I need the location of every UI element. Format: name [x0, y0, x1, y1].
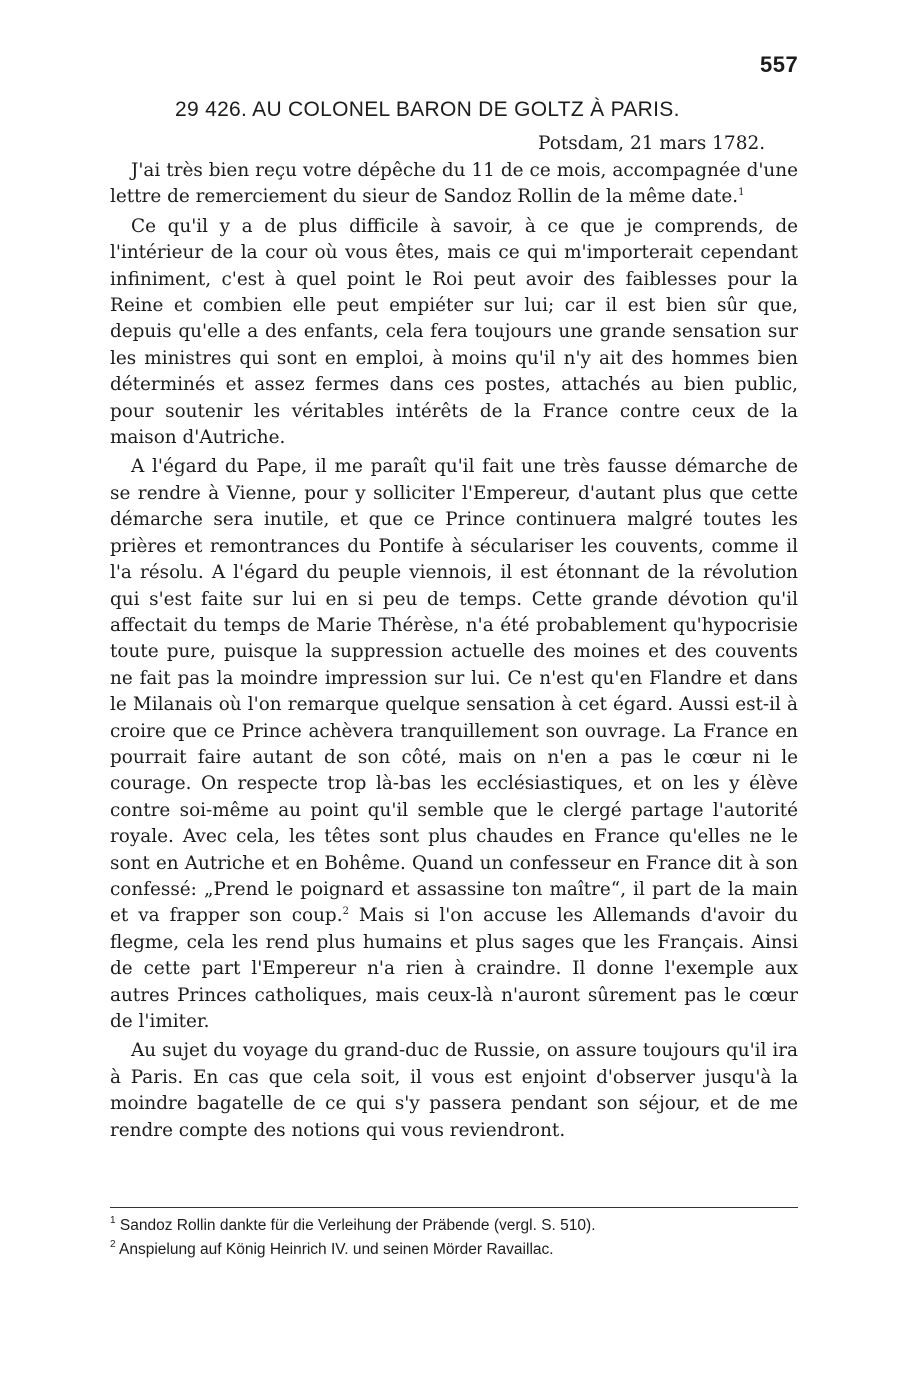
letter-heading: 29 426. AU COLONEL BARON DE GOLTZ À PARIS. [175, 98, 680, 121]
paragraph: J'ai très bien reçu votre dépêche du 11 de ce mois, accompagnée d'une lettre de remerciement du sieur de Sandoz Rollin de la même date.$^1$ [110, 160, 798, 208]
paragraph: Ce qu'il y a de plus difficile à savoir, à ce que je comprends, de l'intérieur de la cour où vous êtes, mais ce qui m'importerait cependant infiniment, c'est à quel point le Roi peut avoir des faiblesses pour la Reine et combien elle peut empiéter sur lui; car il est bien sûr que, depuis qu'elle a des enfants, cela fera toujours une grande sensation sur les ministres qui sont en emploi, à moins qu'il n'y ait des hommes bien déterminés et assez fermes dans ces postes, attachés au bien public, pour soutenir les véritables intérêts de la France contre ceux de la maison d'Autriche. [110, 215, 798, 449]
footnote-mark: 2 [110, 1239, 116, 1250]
letter-body [110, 158, 798, 1144]
footnote-ref: 1 [738, 187, 745, 199]
dateline: Potsdam, 21 mars 1782. [538, 133, 766, 154]
footnotes [110, 1214, 798, 1262]
footnote-divider [110, 1207, 798, 1208]
paragraph: Au sujet du voyage du grand-duc de Russie, on assure toujours qu'il ira à Paris. En cas que cela soit, il vous est enjoint d'observer jusqu'à la moindre bagatelle de ce qui s'y passera pendant son séjour, et de me rendre compte des notions qui vous reviendront. [110, 1040, 798, 1141]
footnote: $^1$ Sandoz Rollin dankte für die Verleihung der Präbende (vergl. S. 510). [110, 1215, 596, 1234]
footnote-mark: 1 [110, 1215, 116, 1226]
footnote: $^2$ Anspielung auf König Heinrich IV. und seinen Mörder Ravaillac. [110, 1239, 554, 1258]
footnote-ref: 2 [342, 906, 349, 918]
page-number: 557 [760, 52, 799, 77]
paragraph: A l'égard du Pape, il me paraît qu'il fait une très fausse démarche de se rendre à Vienne, pour y solliciter l'Empereur, d'autant plus que cette démarche sera inutile, et que ce Prince continuera malgré toutes les prières et remontrances du Pontife à séculariser les couvents, comme il l'a résolu. A l'égard du peuple viennois, il est étonnant de la révolution qui s'est faite sur lui en si peu de temps. Cette grande dévotion qu'il affectait du temps de Marie Thérèse, n'a été probablement qu'hypocrisie toute pure, puisque la suppression actuelle des moines et des couvents ne fait pas la moindre impression sur lui. Ce n'est qu'en Flandre et dans le Milanais où l'on remarque quelque sensation à cet égard. Aussi est-il à croire que ce Prince achèvera tranquillement son ouvrage. La France en pourrait faire autant de son côté, mais on n'en a pas le cœur ni le courage. On respecte trop là-bas les ecclésiastiques, et on les y élève contre soi-même au point qu'il semble que le clergé partage l'autorité royale. Avec cela, les têtes sont plus chaudes en France qu'elles ne le sont en Autriche et en Bohême. Quand un confesseur en France dit à son confessé: „Prend le poignard et assassine ton maître“, il part de la main et va frapper son coup.$^2$ Mais si l'on accuse les Allemands d'avoir du flegme, cela les rend plus humains et plus sages que les Français. Ainsi de cette part l'Empereur n'a rien à craindre. Il donne l'exemple aux autres Princes catholiques, mais ceux-là n'auront sûrement pas le cœur de l'imiter. [110, 456, 799, 1032]
